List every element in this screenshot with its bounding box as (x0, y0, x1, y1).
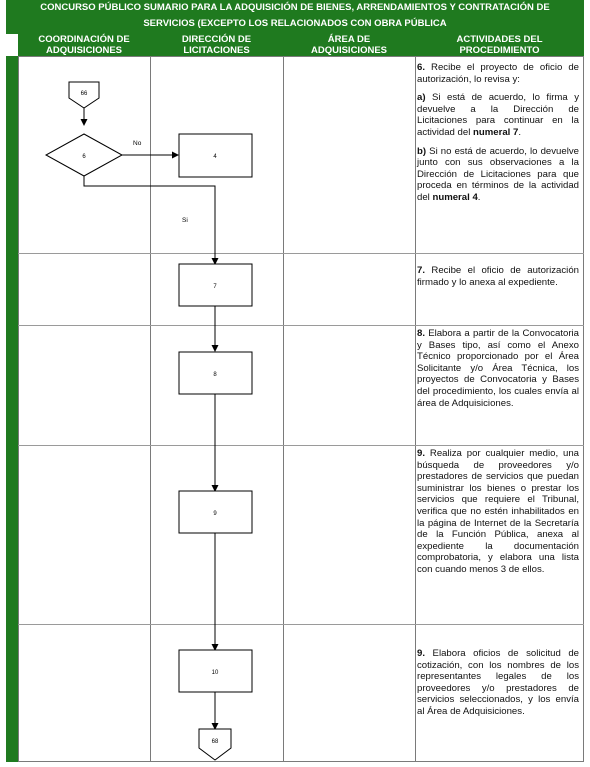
process-box-9 (179, 491, 252, 533)
option-text: Si está de acuerdo, lo firma y devuelve a la Dirección de Licitaciones para continuar en la actividad del (417, 92, 579, 138)
decision-6 (46, 134, 122, 176)
column-header-line: PROCEDIMIENTO (459, 45, 540, 56)
connector-top (69, 82, 99, 108)
numeral-ref: numeral 4 (432, 191, 478, 203)
punctuation: . (518, 126, 521, 138)
connector-bottom-label: 68 (211, 739, 219, 745)
activity-number: 9. (417, 448, 426, 459)
process-label: 7 (213, 284, 217, 290)
activity-number: 6. (417, 62, 426, 73)
process-box-8 (179, 352, 252, 394)
connector-bottom (199, 729, 231, 760)
column-header-line: DIRECCIÓN DE (181, 34, 252, 45)
activity-text: Realiza por cualquier medio, una búsqueda de proveedores y/o prestadores de servicios que puedan suministrar los bienes o prestar los servicios que requiere el Tribunal, verifica que no estén inhabilitados en la página de Internet de la Secretaría de la Función Pública, anexa al expediente la documentación comprobatoria, y elabora una lista con cuando menos 3 de ellos. (417, 448, 579, 575)
column-header-line: COORDINACIÓN DE (38, 34, 130, 45)
punctuation: . (477, 191, 481, 203)
activity-7 (417, 265, 579, 295)
activity-text: Elabora a partir de la Convocatoria y Bases tipo, así como el Anexo Técnico proporcionado por el Área Solicitante y/o Área Técnica, los proyectos de Convocatoria y Bases del procedimiento, los cuales envía al área de Adquisiciones. (417, 328, 579, 409)
activity-number: 7. (417, 265, 426, 276)
column-header-line: ÁREA DE (327, 34, 371, 45)
column-header-line: ADQUISICIONES (45, 45, 122, 56)
activity-6 (417, 62, 579, 211)
option-label: b) (417, 145, 427, 157)
process-label: 8 (213, 372, 217, 378)
activity-number: 8. (417, 328, 426, 339)
title-line-2: SERVICIOS (EXCEPTO LOS RELACIONADOS CON OBRA PÚBLICA (143, 18, 447, 29)
connector-top-label: 66 (80, 91, 88, 97)
option-text: Si no está de acuerdo, lo devuelve junto con sus observaciones a la Dirección de Licitaciones para que proceda en términos de la actividad del (417, 145, 579, 203)
process-label: 10 (211, 670, 219, 676)
process-box-7 (179, 264, 252, 306)
activity-9 (417, 448, 579, 583)
activity-text: Recibe el oficio de autorización firmado y lo anexa al expediente. (417, 265, 579, 288)
column-header-line: ADQUISICIONES (310, 45, 387, 56)
numeral-ref: numeral 7 (473, 126, 519, 138)
option-label: a) (417, 92, 426, 104)
process-box-4 (179, 134, 252, 177)
label-si: Si (182, 217, 188, 224)
process-label: 4 (213, 154, 217, 160)
activity-text: Recibe el proyecto de oficio de autorización, lo revisa y: (417, 62, 579, 85)
activity-number: 9. (417, 648, 426, 659)
process-box-10 (179, 650, 252, 692)
activity-text: Elabora oficios de solicitud de cotización, con los nombres de los representantes legales de los proveedores y/o prestadores de servicios seleccionados, y los envía al Área de Adquisiciones. (417, 648, 579, 717)
process-label: 9 (213, 511, 217, 517)
title-line-1: CONCURSO PÚBLICO SUMARIO PARA LA ADQUISICIÓN DE BIENES, ARRENDAMIENTOS Y CONTRATACIÓN DE (40, 2, 550, 13)
decision-label: 6 (82, 154, 86, 160)
activity-8 (417, 328, 579, 416)
column-header-line: ACTIVIDADES DEL (456, 34, 543, 45)
label-no: No (133, 140, 142, 147)
activity-10 (417, 648, 579, 725)
column-header-line: LICITACIONES (183, 45, 250, 56)
